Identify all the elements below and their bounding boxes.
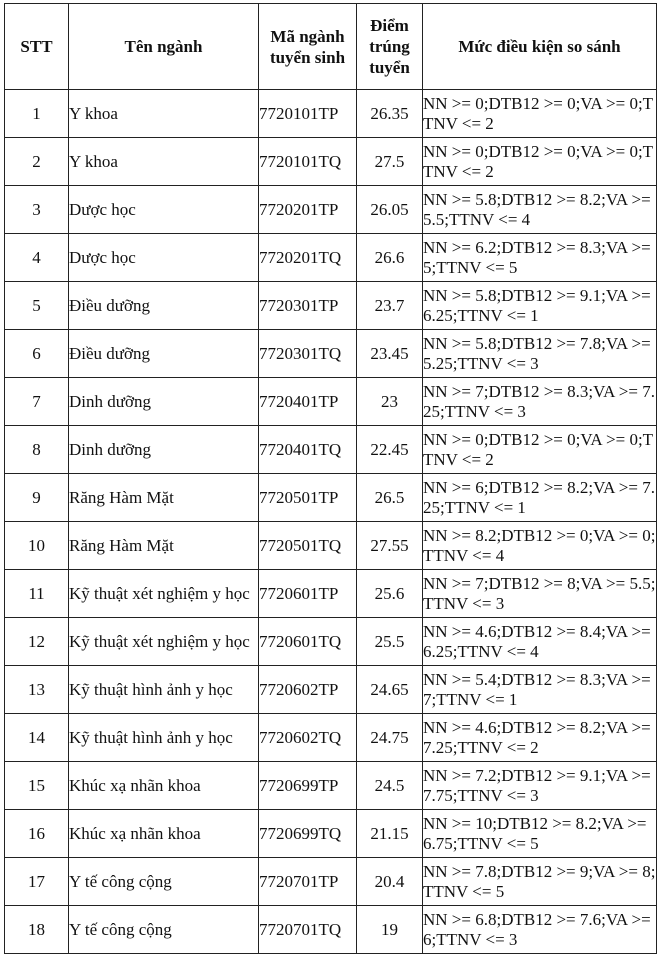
cell-stt: 5 bbox=[5, 282, 69, 330]
header-score-line2: trúng bbox=[369, 37, 410, 56]
cell-comparison-condition: NN >= 5.8;DTB12 >= 7.8;VA >= 5.25;TTNV <= 3 bbox=[423, 330, 657, 378]
table-row bbox=[5, 426, 657, 474]
admission-score-document bbox=[4, 3, 656, 954]
cell-program-code: 7720301TQ bbox=[259, 330, 357, 378]
cell-stt: 9 bbox=[5, 474, 69, 522]
cell-program-code: 7720701TQ bbox=[259, 906, 357, 954]
cell-program-code: 7720601TQ bbox=[259, 618, 357, 666]
cell-program-code: 7720201TQ bbox=[259, 234, 357, 282]
cell-program-name: Khúc xạ nhãn khoa bbox=[69, 762, 259, 810]
cell-program-name: Kỹ thuật hình ảnh y học bbox=[69, 714, 259, 762]
cell-stt: 10 bbox=[5, 522, 69, 570]
table-row bbox=[5, 666, 657, 714]
cell-program-code: 7720501TQ bbox=[259, 522, 357, 570]
cell-admission-score: 26.05 bbox=[357, 186, 423, 234]
table-row bbox=[5, 138, 657, 186]
cell-program-code: 7720101TQ bbox=[259, 138, 357, 186]
header-stt: STT bbox=[5, 4, 69, 90]
cell-admission-score: 23.7 bbox=[357, 282, 423, 330]
cell-comparison-condition: NN >= 7.8;DTB12 >= 9;VA >= 8;TTNV <= 5 bbox=[423, 858, 657, 906]
cell-stt: 15 bbox=[5, 762, 69, 810]
cell-stt: 1 bbox=[5, 90, 69, 138]
cell-admission-score: 23.45 bbox=[357, 330, 423, 378]
cell-admission-score: 22.45 bbox=[357, 426, 423, 474]
cell-program-name: Điều dưỡng bbox=[69, 330, 259, 378]
cell-stt: 6 bbox=[5, 330, 69, 378]
cell-program-name: Dinh dưỡng bbox=[69, 426, 259, 474]
cell-comparison-condition: NN >= 5.8;DTB12 >= 8.2;VA >= 5.5;TTNV <= 4 bbox=[423, 186, 657, 234]
table-row bbox=[5, 810, 657, 858]
cell-comparison-condition: NN >= 0;DTB12 >= 0;VA >= 0;TTNV <= 2 bbox=[423, 138, 657, 186]
cell-stt: 17 bbox=[5, 858, 69, 906]
cell-stt: 14 bbox=[5, 714, 69, 762]
cell-program-name: Khúc xạ nhãn khoa bbox=[69, 810, 259, 858]
cell-program-code: 7720602TP bbox=[259, 666, 357, 714]
cell-admission-score: 24.75 bbox=[357, 714, 423, 762]
cell-program-name: Dược học bbox=[69, 186, 259, 234]
header-code-line1: Mã ngành bbox=[270, 26, 345, 46]
header-name: Tên ngành bbox=[69, 4, 259, 90]
header-score bbox=[357, 4, 423, 90]
cell-stt: 12 bbox=[5, 618, 69, 666]
cell-program-code: 7720699TP bbox=[259, 762, 357, 810]
cell-program-name: Dược học bbox=[69, 234, 259, 282]
cell-program-name: Dinh dưỡng bbox=[69, 378, 259, 426]
table-row bbox=[5, 570, 657, 618]
cell-admission-score: 24.65 bbox=[357, 666, 423, 714]
cell-program-name: Y tế công cộng bbox=[69, 906, 259, 954]
cell-comparison-condition: NN >= 0;DTB12 >= 0;VA >= 0;TTNV <= 2 bbox=[423, 90, 657, 138]
cell-admission-score: 20.4 bbox=[357, 858, 423, 906]
header-row bbox=[5, 4, 657, 90]
cell-program-name: Răng Hàm Mặt bbox=[69, 522, 259, 570]
cell-comparison-condition: NN >= 8.2;DTB12 >= 0;VA >= 0;TTNV <= 4 bbox=[423, 522, 657, 570]
cell-admission-score: 19 bbox=[357, 906, 423, 954]
cell-program-name: Kỹ thuật xét nghiệm y học bbox=[69, 618, 259, 666]
table-row bbox=[5, 90, 657, 138]
cell-program-name: Kỹ thuật xét nghiệm y học bbox=[69, 570, 259, 618]
table-row bbox=[5, 234, 657, 282]
cell-stt: 7 bbox=[5, 378, 69, 426]
cell-program-code: 7720601TP bbox=[259, 570, 357, 618]
cell-program-code: 7720401TQ bbox=[259, 426, 357, 474]
cell-comparison-condition: NN >= 7;DTB12 >= 8;VA >= 5.5;TTNV <= 3 bbox=[423, 570, 657, 618]
cell-comparison-condition: NN >= 10;DTB12 >= 8.2;VA >= 6.75;TTNV <= 5 bbox=[423, 810, 657, 858]
table-header bbox=[5, 4, 657, 90]
cell-program-code: 7720699TQ bbox=[259, 810, 357, 858]
cell-admission-score: 21.15 bbox=[357, 810, 423, 858]
cell-comparison-condition: NN >= 6.8;DTB12 >= 7.6;VA >= 6;TTNV <= 3 bbox=[423, 906, 657, 954]
cell-admission-score: 26.6 bbox=[357, 234, 423, 282]
cell-program-code: 7720401TP bbox=[259, 378, 357, 426]
table-row bbox=[5, 186, 657, 234]
cell-stt: 8 bbox=[5, 426, 69, 474]
table-row bbox=[5, 858, 657, 906]
table-row bbox=[5, 378, 657, 426]
table-row bbox=[5, 474, 657, 522]
table-row bbox=[5, 618, 657, 666]
cell-program-code: 7720701TP bbox=[259, 858, 357, 906]
cell-stt: 18 bbox=[5, 906, 69, 954]
header-score-line1: Điểm bbox=[370, 16, 409, 35]
cell-comparison-condition: NN >= 7;DTB12 >= 8.3;VA >= 7.25;TTNV <= 3 bbox=[423, 378, 657, 426]
cell-admission-score: 25.5 bbox=[357, 618, 423, 666]
cell-admission-score: 23 bbox=[357, 378, 423, 426]
cell-comparison-condition: NN >= 4.6;DTB12 >= 8.4;VA >= 6.25;TTNV <= 4 bbox=[423, 618, 657, 666]
table-row bbox=[5, 762, 657, 810]
cell-comparison-condition: NN >= 0;DTB12 >= 0;VA >= 0;TTNV <= 2 bbox=[423, 426, 657, 474]
table-body bbox=[5, 90, 657, 954]
cell-comparison-condition: NN >= 6.2;DTB12 >= 8.3;VA >= 5;TTNV <= 5 bbox=[423, 234, 657, 282]
cell-stt: 4 bbox=[5, 234, 69, 282]
table-row bbox=[5, 330, 657, 378]
cell-program-code: 7720301TP bbox=[259, 282, 357, 330]
cell-program-code: 7720602TQ bbox=[259, 714, 357, 762]
cell-stt: 3 bbox=[5, 186, 69, 234]
table-row bbox=[5, 522, 657, 570]
cell-program-code: 7720501TP bbox=[259, 474, 357, 522]
table-row bbox=[5, 906, 657, 954]
cell-program-code: 7720201TP bbox=[259, 186, 357, 234]
cell-admission-score: 24.5 bbox=[357, 762, 423, 810]
header-code bbox=[259, 4, 357, 90]
cell-program-name: Răng Hàm Mặt bbox=[69, 474, 259, 522]
header-code-line2: tuyển sinh bbox=[269, 47, 346, 67]
cell-admission-score: 27.55 bbox=[357, 522, 423, 570]
header-score-line3: tuyển bbox=[369, 58, 410, 77]
cell-program-name: Y tế công cộng bbox=[69, 858, 259, 906]
cell-program-code: 7720101TP bbox=[259, 90, 357, 138]
cell-comparison-condition: NN >= 5.8;DTB12 >= 9.1;VA >= 6.25;TTNV <= 1 bbox=[423, 282, 657, 330]
cell-program-name: Điều dưỡng bbox=[69, 282, 259, 330]
cell-stt: 11 bbox=[5, 570, 69, 618]
cell-program-name: Y khoa bbox=[69, 138, 259, 186]
cell-program-name: Kỹ thuật hình ảnh y học bbox=[69, 666, 259, 714]
table-row bbox=[5, 714, 657, 762]
table-row bbox=[5, 282, 657, 330]
cell-admission-score: 26.35 bbox=[357, 90, 423, 138]
cell-admission-score: 26.5 bbox=[357, 474, 423, 522]
cell-comparison-condition: NN >= 6;DTB12 >= 8.2;VA >= 7.25;TTNV <= 1 bbox=[423, 474, 657, 522]
header-condition: Mức điều kiện so sánh bbox=[423, 4, 657, 90]
cell-comparison-condition: NN >= 4.6;DTB12 >= 8.2;VA >= 7.25;TTNV <= 2 bbox=[423, 714, 657, 762]
cell-stt: 2 bbox=[5, 138, 69, 186]
cell-program-name: Y khoa bbox=[69, 90, 259, 138]
cell-admission-score: 27.5 bbox=[357, 138, 423, 186]
cell-admission-score: 25.6 bbox=[357, 570, 423, 618]
cell-stt: 13 bbox=[5, 666, 69, 714]
admission-score-table bbox=[4, 3, 657, 954]
cell-comparison-condition: NN >= 7.2;DTB12 >= 9.1;VA >= 7.75;TTNV <= 3 bbox=[423, 762, 657, 810]
cell-stt: 16 bbox=[5, 810, 69, 858]
cell-comparison-condition: NN >= 5.4;DTB12 >= 8.3;VA >= 7;TTNV <= 1 bbox=[423, 666, 657, 714]
